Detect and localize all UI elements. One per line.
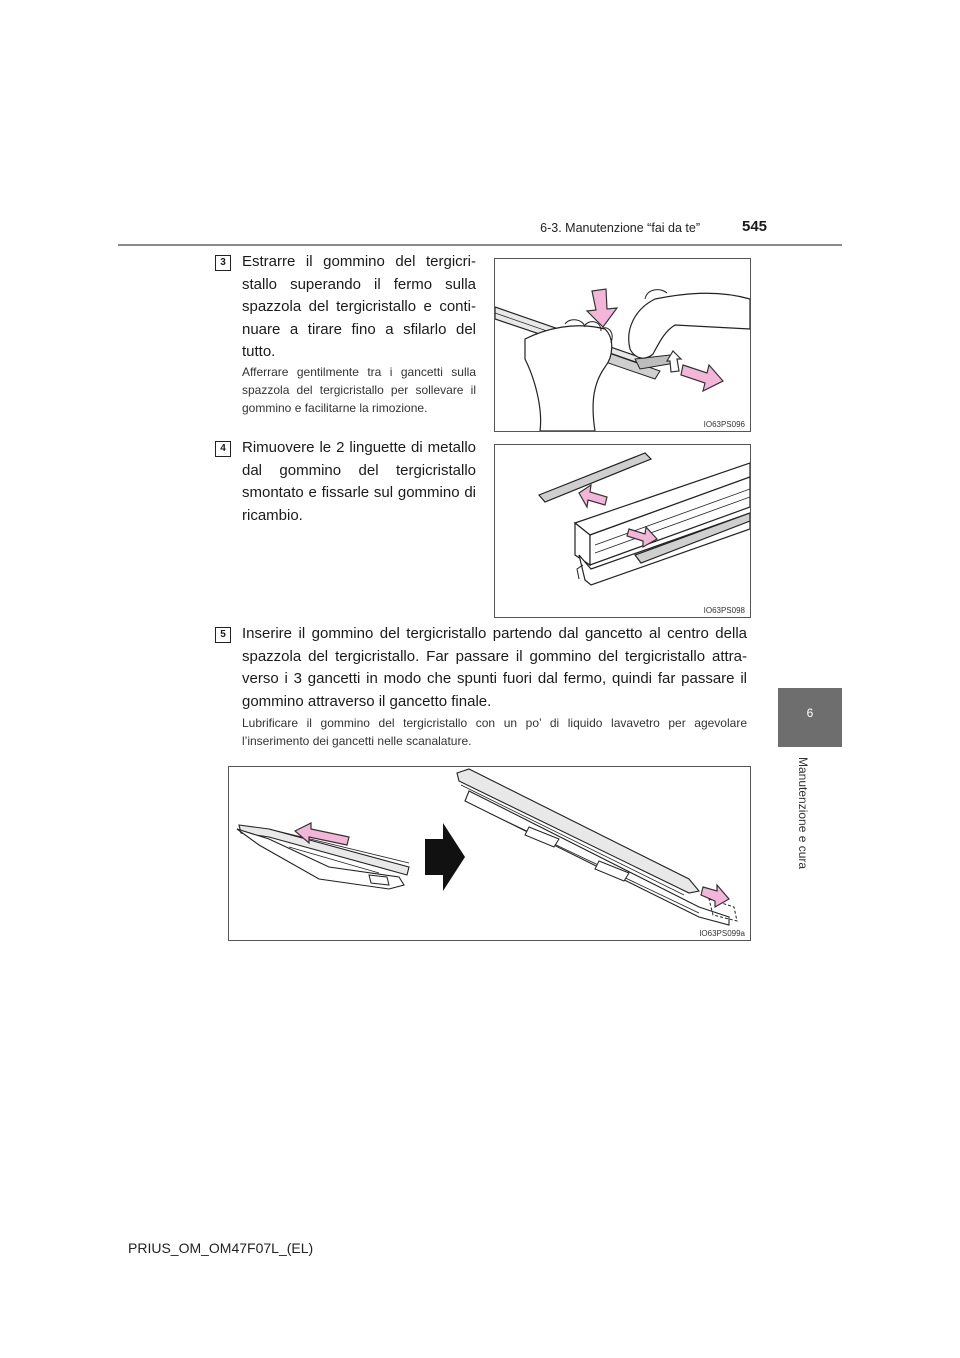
- figure-code: IO63PS096: [703, 420, 745, 429]
- figure-code: IO63PS099a: [699, 929, 745, 938]
- step-number-3: 3: [215, 255, 231, 271]
- metal-strips-illustration: [495, 445, 750, 617]
- step-4-text: Rimuovere le 2 linguette di metallo dal gommino del tergicristallo smontato e fissarle sul gommino di ricambio.: [242, 439, 476, 524]
- insertion-illustration: [229, 767, 750, 940]
- figure-rubber-insertion: [228, 766, 751, 941]
- wiper-removal-illustration: [495, 259, 750, 431]
- chapter-title-vertical: [778, 757, 842, 907]
- document-code: PRIUS_OM_OM47F07L_(EL): [128, 1240, 314, 1256]
- header-divider: [118, 244, 842, 246]
- step-5-note: Lubrificare il gommino del tergicristallo con un po’ di liquido lavavetro per agevolare l’inserimento dei gancetti nelle scanalature.: [242, 716, 747, 748]
- lift-up-arrow: [667, 351, 681, 372]
- section-title: 6-3. Manutenzione “fai da te”: [540, 221, 700, 235]
- chapter-title: Manutenzione e cura: [796, 757, 810, 870]
- pull-out-arrow: [681, 365, 723, 391]
- page-number: 545: [742, 218, 768, 235]
- figure-wiper-rubber-removal: [494, 258, 751, 432]
- step-3-note: Afferrare gentilmente tra i gancetti sulla spazzola del tergicristallo per sollevare il gommino e facilitarne la rimozione.: [242, 365, 476, 415]
- step-number-4: 4: [215, 441, 231, 457]
- step-number-5: 5: [215, 627, 231, 643]
- step-3-text: Estrarre il gommino del tergicri- stallo superando il fermo sulla spazzola del tergicristallo e conti- nuare a tirare fino a sfilarlo del tutto.: [242, 253, 476, 360]
- next-step-arrow: [425, 823, 465, 891]
- figure-metal-strips: [494, 444, 751, 618]
- remove-strip-arrow: [579, 485, 607, 507]
- chapter-number: 6: [806, 706, 814, 720]
- chapter-tab: [778, 688, 842, 747]
- step-5-text: Inserire il gommino del tergicristallo partendo dal gancetto al centro della spazzola del tergicristallo. Far passare il gommino del tergicristallo attra- verso i 3 gancetti in modo che spunti fuori dal fermo, quindi far passare il gommino attraverso il gancetto finale.: [242, 625, 747, 710]
- figure-code: IO63PS098: [703, 606, 745, 615]
